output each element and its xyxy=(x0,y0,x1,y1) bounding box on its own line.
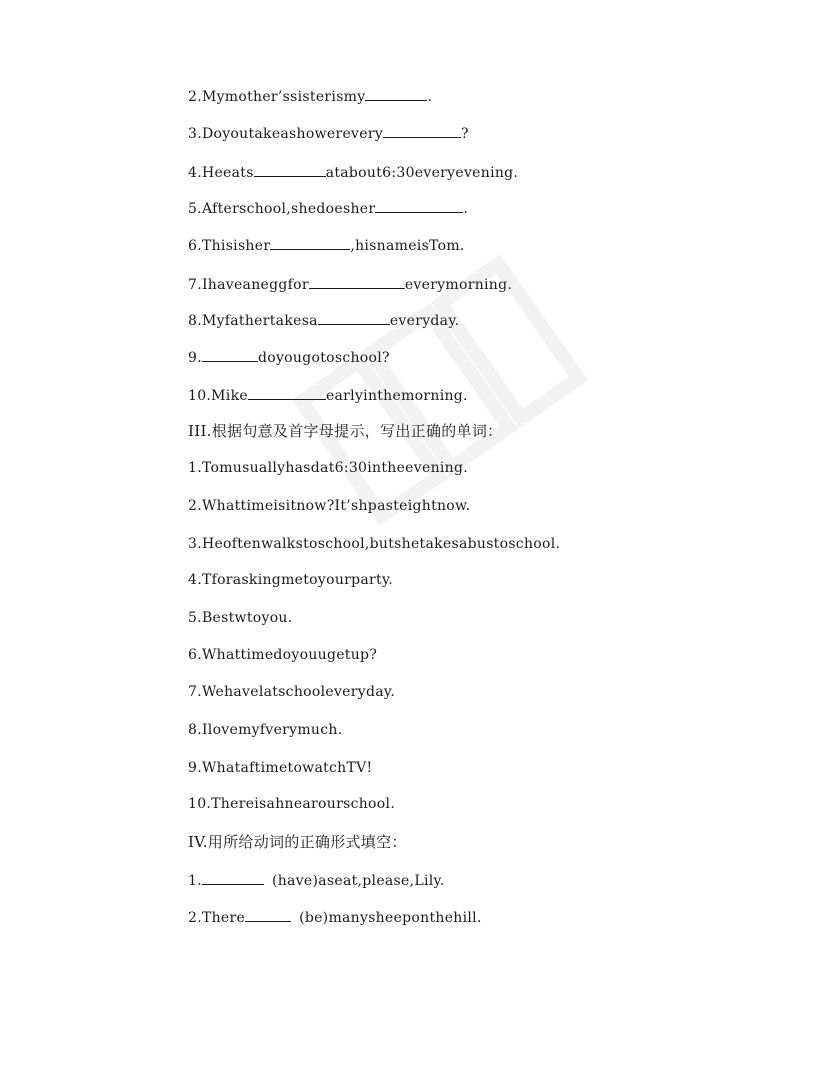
line-text: 1. xyxy=(188,873,202,889)
line-text: 5.Afterschool,shedoesher xyxy=(188,201,376,217)
line-text: 9. xyxy=(188,350,202,366)
exercise-line-3 xyxy=(188,123,469,144)
section-4-heading: IV.用所给动词的正确形式填空： xyxy=(188,833,407,851)
section-3-item: 3.Heoftenwalkstoschool,butshetakesabustoschool. xyxy=(188,536,561,552)
section-3-item: 2.Whattimeisitnow?It’shpasteightnow. xyxy=(188,498,471,514)
answer-blank[interactable] xyxy=(254,162,326,177)
answer-blank[interactable] xyxy=(270,235,350,250)
answer-blank[interactable] xyxy=(375,198,463,213)
answer-blank[interactable] xyxy=(309,274,405,289)
line-text: 7.Ihaveaneggfor xyxy=(188,277,309,293)
answer-blank[interactable] xyxy=(248,385,326,400)
section-3-item: 10.Thereisahnearourschool. xyxy=(188,796,396,812)
answer-blank[interactable] xyxy=(202,870,264,885)
line-text: 10.Mike xyxy=(188,388,248,404)
line-text: everyday. xyxy=(389,313,460,329)
line-text: 4.Heeats xyxy=(188,165,254,181)
answer-blank[interactable] xyxy=(383,123,461,138)
exercise-line-5 xyxy=(188,198,468,219)
line-text: (have)aseat,please,Lily. xyxy=(271,873,445,889)
line-text: 8.Myfathertakesa xyxy=(188,313,318,329)
answer-blank[interactable] xyxy=(365,86,427,101)
section-3-heading: III.根据句意及首字母提示，写出正确的单词： xyxy=(188,422,503,440)
exercise-line-9 xyxy=(188,347,390,368)
section-3-item: 7.Wehavelatschooleveryday. xyxy=(188,684,395,700)
section-3-item: 1.Tomusuallyhasdat6:30intheevening. xyxy=(188,460,468,476)
line-text: doyougotoschool? xyxy=(257,350,390,366)
section-3-item: 9.WhataftimetowatchTV! xyxy=(188,760,373,776)
answer-blank[interactable] xyxy=(245,907,291,922)
line-text: (be)manysheeponthehill. xyxy=(299,910,482,926)
section-4-item-2 xyxy=(188,907,482,928)
line-text: ,hisnameisTom. xyxy=(350,238,465,254)
exercise-line-8 xyxy=(188,310,459,331)
line-text: 3.Doyoutakeashowerevery xyxy=(188,126,384,142)
line-text: 2.There xyxy=(188,910,246,926)
line-text: 2.Mymother’ssisterismy xyxy=(188,89,366,105)
exercise-line-6 xyxy=(188,235,465,256)
section-3-item: 6.Whattimedoyouugetup? xyxy=(188,647,378,663)
section-3-item: 4.Tforaskingmetoyourparty. xyxy=(188,572,394,588)
line-text: . xyxy=(463,201,469,217)
exercise-line-10 xyxy=(188,385,468,406)
line-text: 6.Thisisher xyxy=(188,238,271,254)
answer-blank[interactable] xyxy=(318,310,390,325)
line-text: ? xyxy=(461,126,469,142)
answer-blank[interactable] xyxy=(202,347,258,362)
exercise-line-2 xyxy=(188,86,432,107)
section-3-item: 5.Bestwtoyou. xyxy=(188,610,293,626)
section-4-item-1 xyxy=(188,870,445,891)
line-text: earlyinthemorning. xyxy=(325,388,468,404)
section-3-item: 8.Ilovemyfverymuch. xyxy=(188,722,343,738)
exercise-line-7 xyxy=(188,274,512,295)
line-text: everymorning. xyxy=(404,277,513,293)
exercise-line-4 xyxy=(188,162,518,183)
line-text: . xyxy=(427,89,433,105)
line-text: atabout6:30everyevening. xyxy=(325,165,519,181)
